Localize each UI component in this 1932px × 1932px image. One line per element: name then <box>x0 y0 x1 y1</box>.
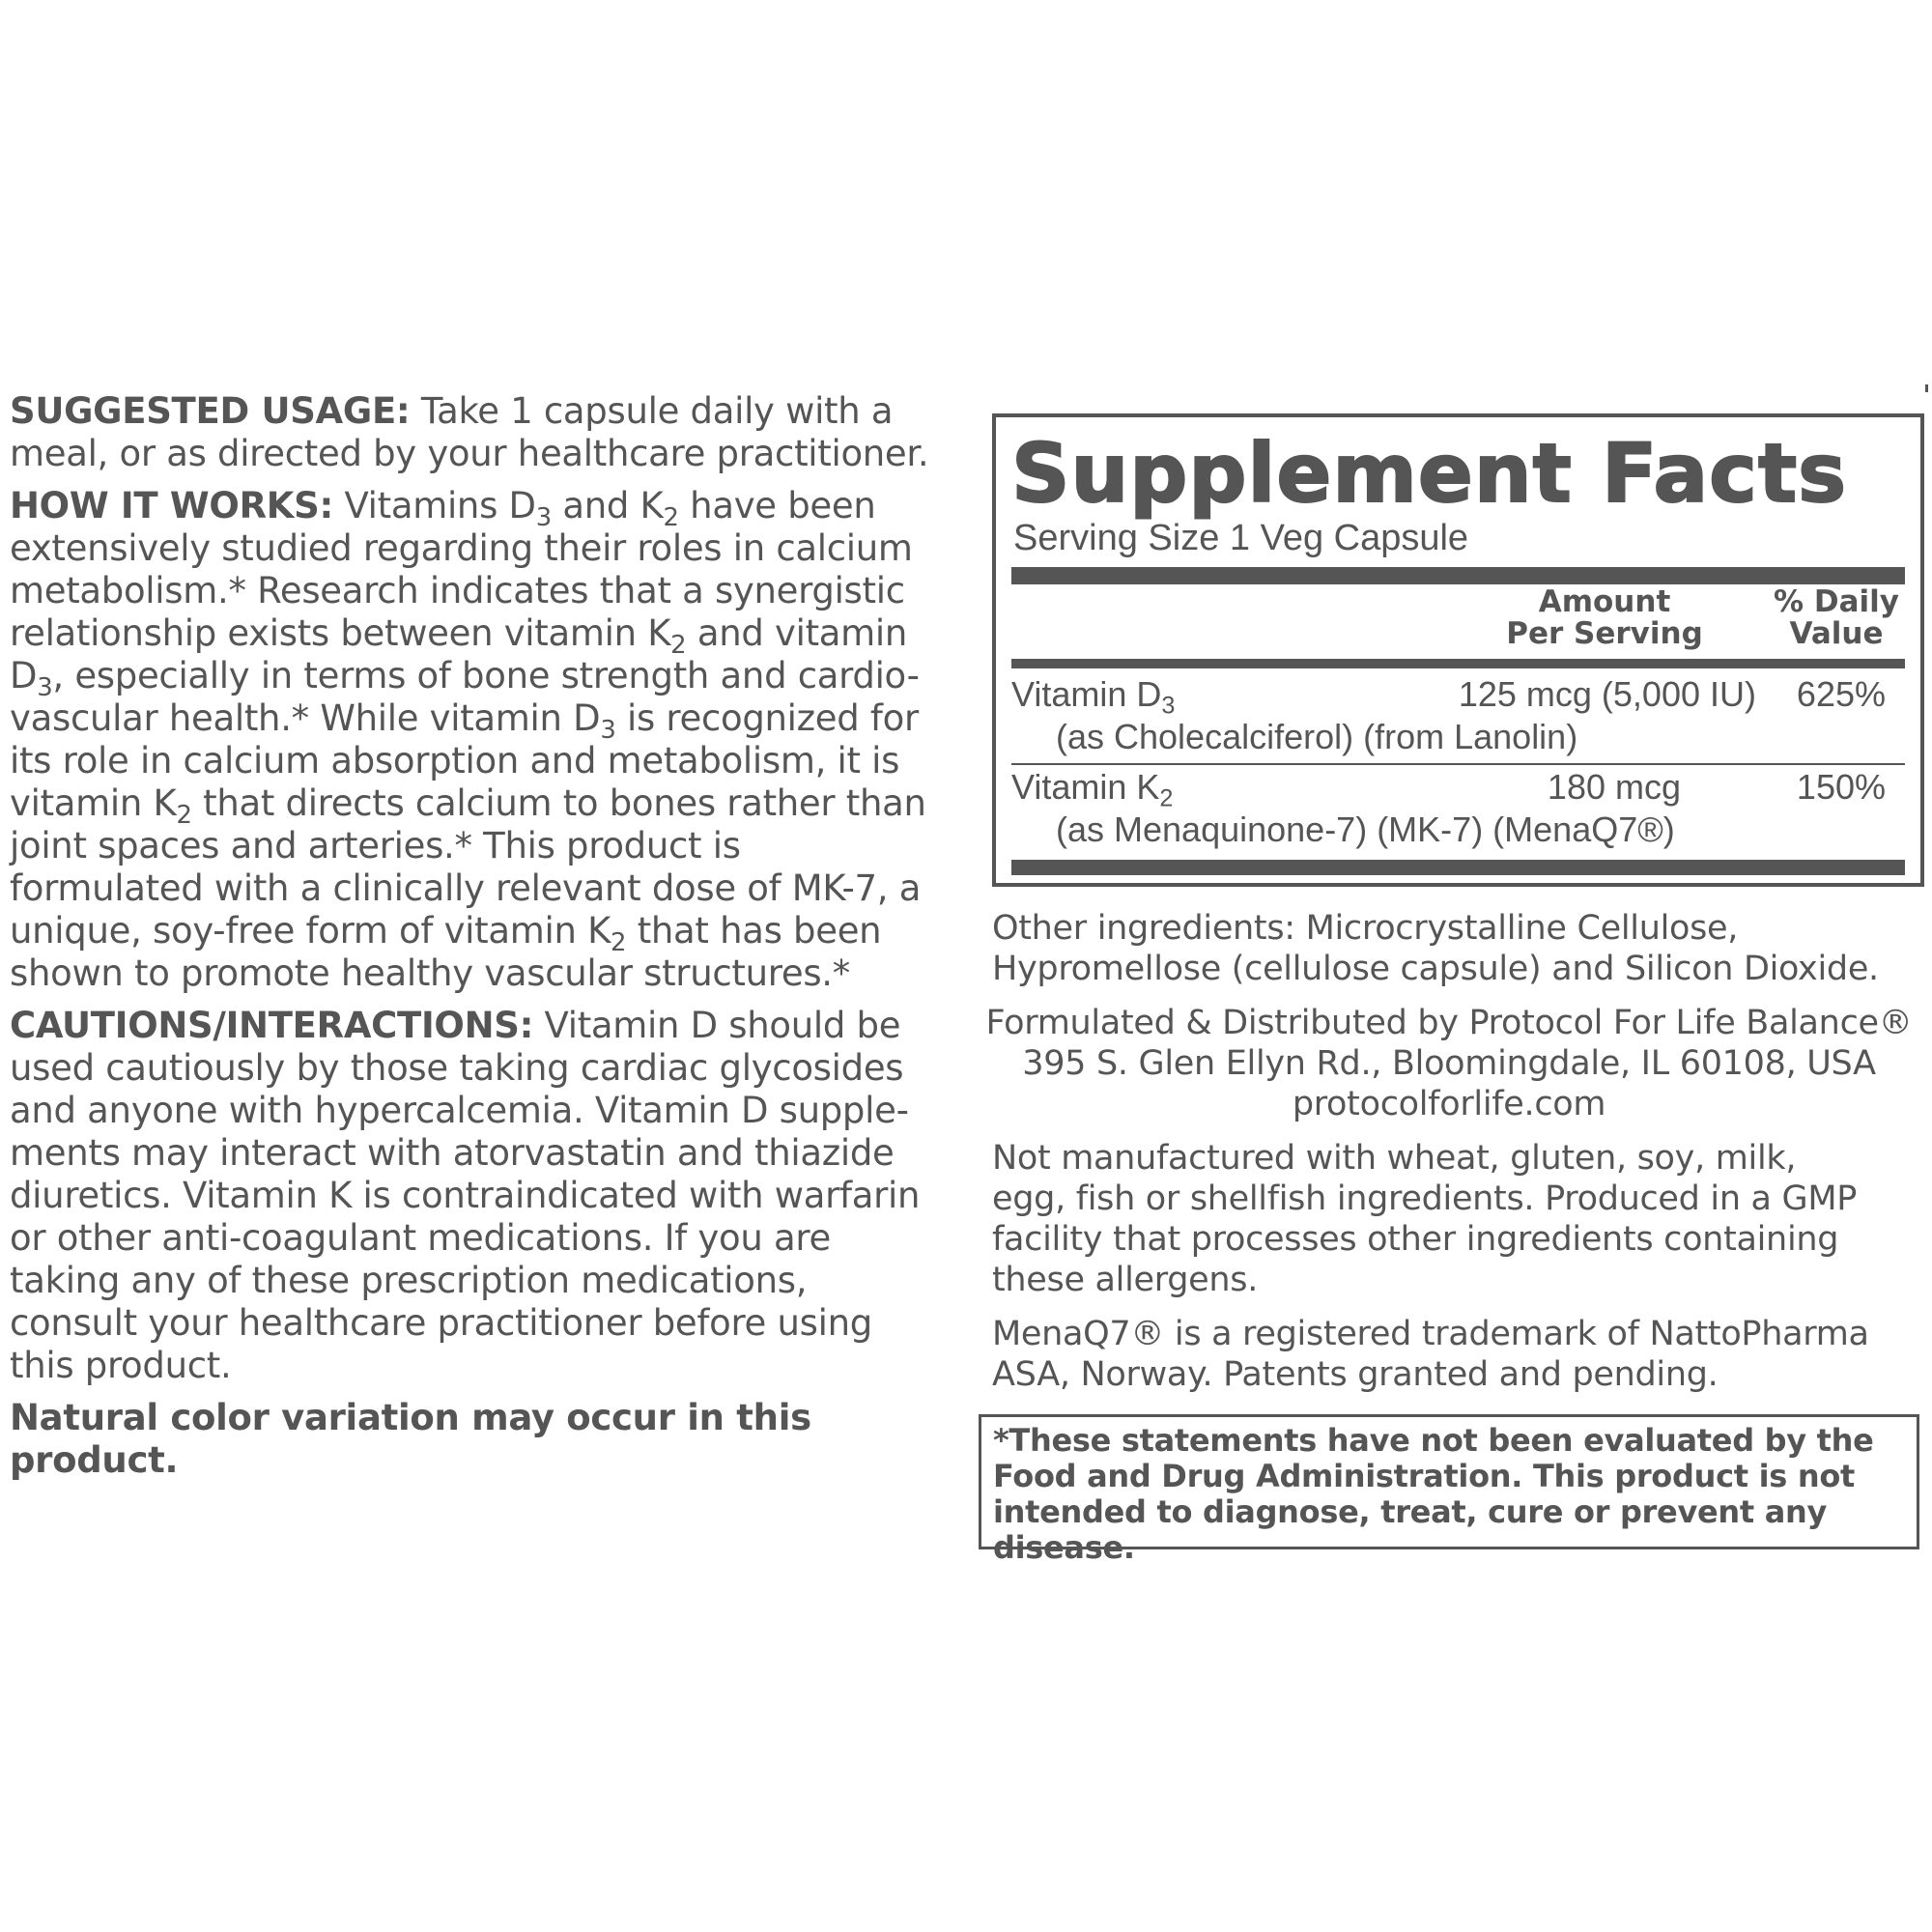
supplement-facts-panel <box>992 413 1924 887</box>
daily-value-header: % Daily Value <box>1774 584 1899 651</box>
color-variation-note: Natural color variation may occur in this product. <box>10 1397 811 1481</box>
website-link: protocolforlife.com <box>1292 1085 1606 1123</box>
nutrient-detail: (as Menaquinone-7) (MK-7) (MenaQ7®) <box>1056 810 1675 849</box>
cautions-text: Vitamin D should be used cautiously by those taking cardiac glycosides and anyone with hypercalcemia. Vitamin D supple- ments may interact with atorvastatin and thiazide diuretics. Vitamin K is contraindicated with warfarin or other anti-coagulant medications. If you are taking any of these prescription medications, consult your healthcare practitioner before using this product. <box>10 1005 921 1386</box>
nutrient-daily-value: 625% <box>1796 674 1886 714</box>
suggested-usage-heading: SUGGESTED USAGE: <box>10 390 411 432</box>
thick-divider <box>1011 567 1905 584</box>
nutrient-detail: (as Cholecalciferol) (from Lanolin) <box>1056 717 1578 756</box>
how-it-works-text: Vitamins $D_3$ and $K_2$ have been extensively studied regarding their roles in calcium metabolism.* Research indicates that a synergistic relationship exists between vitamin $K_2$ and vitamin $D_3$, especially in terms of bone strength and cardio- vascular health.* While vitamin $D_3$ is recognized for its role in calcium absorption and metabolism, it is vitamin $K_2$ that directs calcium to bones rather than joint spaces and arteries.* This product is formulated with a clinically relevant dose of MK-7, a unique, soy-free form of vitamin $K_2$ that has been shown to promote healthy vascular structures.* <box>10 485 926 994</box>
allergen-statement: Not manufactured with wheat, gluten, soy, milk, egg, fish or shellfish ingredients. Produced in a GMP facility that processes other ingredients containing these allergens. <box>992 1139 1858 1299</box>
cautions-heading: CAUTIONS/INTERACTIONS: <box>10 1005 534 1046</box>
label-left-column <box>10 390 942 1492</box>
medium-divider <box>1011 659 1905 668</box>
serving-size: Serving Size 1 Veg Capsule <box>1013 518 1469 558</box>
suggested-usage-paragraph <box>10 390 942 475</box>
corner-mark <box>1925 384 1928 392</box>
trademark-notice: MenaQ7® is a registered trademark of NattoPharma ASA, Norway. Patents granted and pending. <box>992 1315 1869 1394</box>
how-it-works-heading: HOW IT WORKS: <box>10 485 333 526</box>
thin-divider <box>1011 763 1905 765</box>
nutrient-amount: 180 mcg <box>1547 767 1681 807</box>
nutrient-amount: 125 mcg (5,000 IU) <box>1458 674 1756 714</box>
bottom-thick-divider <box>1011 860 1905 875</box>
nutrient-name: Vitamin $D_3$ <box>1011 674 1176 720</box>
cautions-paragraph <box>10 1005 942 1387</box>
fda-disclaimer-text: *These statements have not been evaluated by the Food and Drug Administration. This product is not intended to diagnose, treat, cure or prevent any disease. <box>993 1422 1874 1566</box>
amount-per-serving-header: Amount Per Serving <box>1506 584 1703 651</box>
nutrient-daily-value: 150% <box>1796 767 1886 807</box>
supplement-facts-title: Supplement Facts <box>1011 426 1848 521</box>
other-ingredients: Other ingredients: Microcrystalline Cellulose, Hypromellose (cellulose capsule) and Silicon Dioxide. <box>992 909 1879 988</box>
nutrient-name: Vitamin $K_2$ <box>1011 767 1174 812</box>
fda-disclaimer-box <box>979 1414 1919 1566</box>
distributor-info: Formulated & Distributed by Protocol For Life Balance® 395 S. Glen Ellyn Rd., Bloomingdale, IL 60108, USA protocolforlife.com <box>985 1004 1913 1123</box>
suggested-usage-text: Take 1 capsule daily with a meal, or as directed by your healthcare practitioner. <box>10 390 929 474</box>
how-it-works-paragraph <box>10 485 942 995</box>
